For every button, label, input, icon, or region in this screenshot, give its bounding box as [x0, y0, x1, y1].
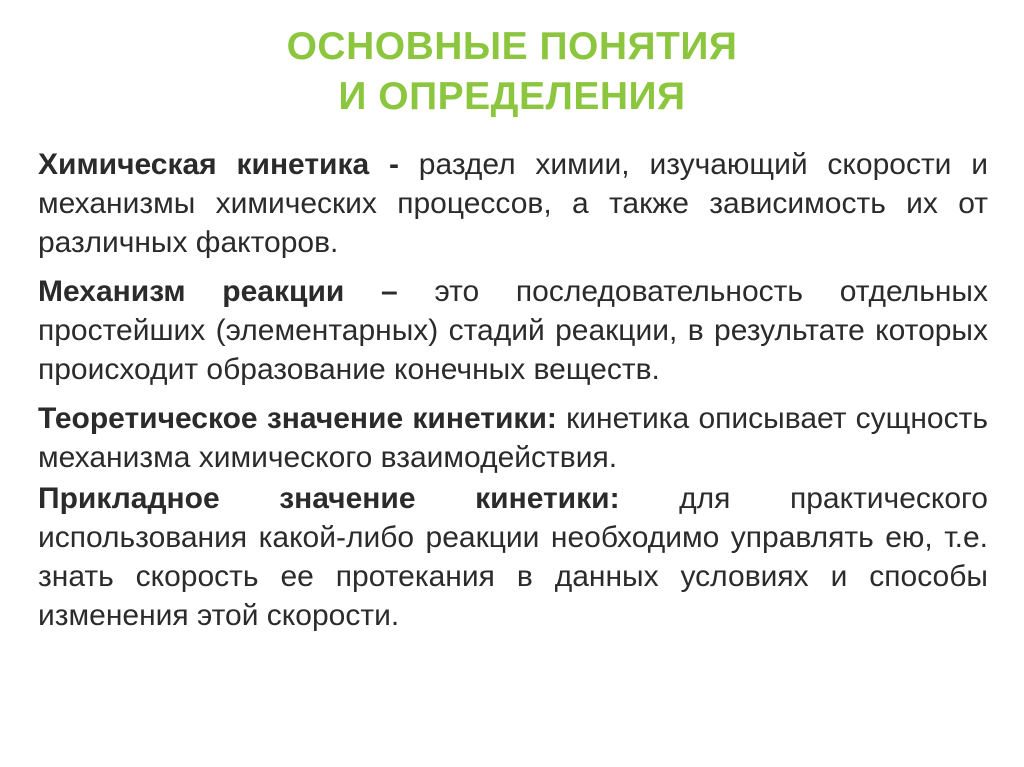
definition-text: это последовательность отдельных простейших (элементарных) стадий реакции, в результате которых происходит образование конечных веществ.: [38, 275, 988, 386]
definition-term: Прикладное значение кинетики:: [38, 482, 620, 515]
definition-text: для практического использования какой-либо реакции необходимо управлять ею, т.е. знать скорость ее протекания в данных условиях и способы изменения этой скорости.: [38, 482, 988, 632]
definition-reaction-mechanism: [38, 272, 988, 389]
title-line-1: ОСНОВНЫЕ ПОНЯТИЯ: [286, 25, 738, 68]
definition-applied-significance: [38, 479, 988, 635]
definition-theoretical-significance: [38, 399, 988, 477]
definition-chemical-kinetics: [38, 145, 988, 262]
slide-title: [0, 22, 1024, 122]
definition-text: раздел химии, изучающий скорости и механизмы химических процессов, а также зависимость их от различных факторов.: [38, 148, 989, 259]
definition-text: кинетика описывает сущность механизма химического взаимодействия.: [38, 402, 988, 474]
definitions-body: [38, 145, 988, 635]
title-line-2: И ОПРЕДЕЛЕНИЯ: [338, 75, 686, 118]
definition-term: Химическая кинетика -: [38, 148, 399, 181]
definition-term: Теоретическое значение кинетики:: [38, 402, 557, 435]
definition-term: Механизм реакции –: [38, 275, 398, 308]
